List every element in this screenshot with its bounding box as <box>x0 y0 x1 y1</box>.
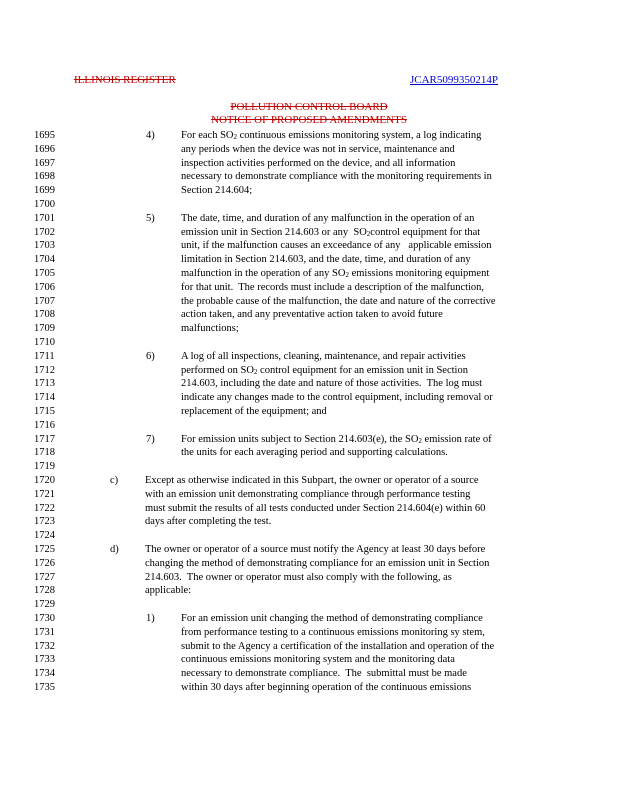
line-number: 1725 <box>34 544 55 555</box>
notice-title: NOTICE OF PROPOSED AMENDMENTS <box>211 114 407 126</box>
text-segment: continuous emissions monitoring system and the monitoring data <box>181 654 455 666</box>
text-segment: emission rate of <box>421 433 492 445</box>
text-line <box>181 322 239 336</box>
text-segment: action taken, and any preventative action taken to avoid future <box>181 309 443 321</box>
line-number: 1730 <box>34 613 55 624</box>
text-segment: limitation in Section 214.603, and the date, time, and duration of any <box>181 254 471 266</box>
line-number: 1727 <box>34 571 55 583</box>
text-line <box>181 212 474 226</box>
line-number: 1710 <box>34 337 55 348</box>
text-segment: from performance testing to a continuous emissions monitoring sy stem, <box>181 626 485 638</box>
line-number: 1705 <box>34 268 55 279</box>
text-line <box>145 502 485 516</box>
text-line <box>181 350 466 364</box>
line-number: 1723 <box>34 516 55 528</box>
text-line <box>145 515 271 529</box>
line-number: 1700 <box>34 199 55 210</box>
text-line <box>181 267 489 281</box>
text-line <box>181 405 327 419</box>
line-number: 1719 <box>34 461 55 473</box>
line-number: 1696 <box>34 143 55 155</box>
text-segment: unit, if the malfunction causes an exceedance of any applicable emission <box>181 240 492 252</box>
text-line <box>145 488 470 502</box>
text-segment: applicable: <box>145 585 192 597</box>
text-segment: A log of all inspections, cleaning, maintenance, and repair activities <box>181 350 466 362</box>
line-number: 1703 <box>34 240 55 252</box>
text-line <box>181 308 443 322</box>
text-line <box>145 543 485 557</box>
text-segment: replacement of the equipment; and <box>181 406 327 417</box>
text-line <box>145 571 452 585</box>
line-number: 1728 <box>34 585 55 597</box>
text-segment: indicate any changes made to the control equipment, including removal or <box>181 392 493 404</box>
text-line <box>145 584 191 598</box>
text-segment: Section 214.604; <box>181 185 253 197</box>
text-segment: control equipment for an emission unit in Section <box>257 364 468 376</box>
line-number: 1729 <box>34 599 55 611</box>
text-segment: within 30 days after beginning operation of the continuous emissions <box>181 682 472 693</box>
text-line <box>181 226 480 240</box>
line-number: 1712 <box>34 364 55 376</box>
text-segment: For an emission unit changing the method of demonstrating compliance <box>181 613 483 624</box>
text-line <box>181 681 471 695</box>
text-line <box>181 446 448 460</box>
list-marker: 1) <box>146 613 155 624</box>
line-number: 1720 <box>34 475 55 486</box>
line-number: 1716 <box>34 419 55 431</box>
line-number: 1733 <box>34 654 55 666</box>
text-segment: 214.603. The owner or operator must also comply with the following, as <box>145 571 452 583</box>
line-number: 1735 <box>34 682 55 693</box>
text-line <box>145 557 489 571</box>
subscript: 2 <box>345 271 349 279</box>
list-marker: 7) <box>146 433 155 445</box>
line-number: 1724 <box>34 530 55 542</box>
text-line <box>181 391 493 405</box>
text-line <box>181 129 481 143</box>
text-segment: For each SO <box>181 130 234 141</box>
text-segment: necessary to demonstrate compliance with the monitoring requirements in <box>181 171 492 183</box>
line-number: 1714 <box>34 392 55 404</box>
document-id-link[interactable]: JCAR5099350214P <box>410 74 499 86</box>
board-title: POLLUTION CONTROL BOARD <box>230 101 388 113</box>
line-number: 1718 <box>34 447 55 459</box>
text-segment: malfunction in the operation of any SO <box>181 268 346 279</box>
list-marker: 5) <box>146 212 155 224</box>
line-number: 1707 <box>34 295 55 307</box>
subscript: 2 <box>253 367 258 376</box>
line-number: 1706 <box>34 281 55 293</box>
text-line <box>181 364 468 378</box>
text-segment: days after completing the test. <box>145 516 272 528</box>
text-segment: the probable cause of the malfunction, the date and nature of the corrective <box>181 295 496 307</box>
text-line <box>181 433 492 447</box>
line-number: 1734 <box>34 668 55 680</box>
text-segment: performed on SO <box>181 364 254 376</box>
text-line <box>181 295 496 309</box>
text-segment: 214.603, including the date and nature of those activities. The log must <box>181 378 483 390</box>
text-line <box>181 157 455 171</box>
text-line <box>181 239 492 253</box>
text-segment: control equipment for that <box>370 226 481 238</box>
text-segment: inspection activities performed on the device, and all information <box>181 157 456 169</box>
text-segment: The date, time, and duration of any malfunction in the operation of an <box>181 212 475 224</box>
line-number: 1732 <box>34 640 55 652</box>
line-number: 1708 <box>34 309 55 321</box>
text-segment: continuous emissions monitoring system, a log indicating <box>237 130 482 141</box>
text-segment: emission unit in Section 214.603 or any SO <box>181 226 367 238</box>
line-number: 1722 <box>34 502 55 514</box>
subscript: 2 <box>233 133 237 141</box>
list-marker: 4) <box>146 130 155 141</box>
line-number: 1726 <box>34 557 55 569</box>
line-number: 1702 <box>34 226 55 238</box>
line-number: 1709 <box>34 323 55 335</box>
text-segment: the units for each averaging period and supporting calculations. <box>181 447 448 459</box>
line-number: 1717 <box>34 433 55 445</box>
line-number: 1697 <box>34 157 55 169</box>
line-number: 1731 <box>34 626 55 638</box>
text-line <box>181 170 492 184</box>
text-line <box>181 281 484 295</box>
text-line <box>145 474 479 488</box>
line-number: 1698 <box>34 171 55 183</box>
register-title: ILLINOIS REGISTER <box>74 74 176 86</box>
text-segment: must submit the results of all tests conducted under Section 214.604(e) within 60 <box>145 502 486 514</box>
text-line <box>181 143 455 157</box>
subscript: 2 <box>366 229 371 238</box>
text-line <box>181 653 455 667</box>
text-line <box>181 184 252 198</box>
list-marker: d) <box>110 544 119 555</box>
text-segment: The owner or operator of a source must notify the Agency at least 30 days before <box>145 544 486 555</box>
line-number: 1721 <box>34 488 55 500</box>
text-line <box>181 612 483 626</box>
text-segment: malfunctions; <box>181 323 239 335</box>
text-segment: any periods when the device was not in service, maintenance and <box>181 143 455 155</box>
list-marker: 6) <box>146 350 155 362</box>
text-segment: Except as otherwise indicated in this Subpart, the owner or operator of a source <box>145 475 479 486</box>
line-number: 1704 <box>34 254 55 266</box>
line-number: 1715 <box>34 406 55 417</box>
line-number: 1695 <box>34 130 55 141</box>
text-segment: for that unit. The records must include a description of the malfunction, <box>181 281 485 293</box>
text-segment: with an emission unit demonstrating compliance through performance testing <box>145 488 471 500</box>
text-line <box>181 640 494 654</box>
line-number: 1701 <box>34 212 55 224</box>
line-number: 1713 <box>34 378 55 390</box>
text-line <box>181 626 485 640</box>
text-line <box>181 253 471 267</box>
line-number: 1711 <box>34 350 55 362</box>
line-number: 1699 <box>34 185 55 197</box>
text-line <box>181 377 482 391</box>
list-marker: c) <box>110 475 119 486</box>
text-segment: changing the method of demonstrating compliance for an emission unit in Section <box>145 557 490 569</box>
text-segment: For emission units subject to Section 214.603(e), the SO <box>181 433 419 445</box>
text-line <box>181 667 467 681</box>
text-segment: submit to the Agency a certification of the installation and operation of the <box>181 640 495 652</box>
text-segment: emissions monitoring equipment <box>348 268 490 279</box>
text-segment: necessary to demonstrate compliance. The submittal must be made <box>181 668 467 680</box>
subscript: 2 <box>418 436 422 445</box>
